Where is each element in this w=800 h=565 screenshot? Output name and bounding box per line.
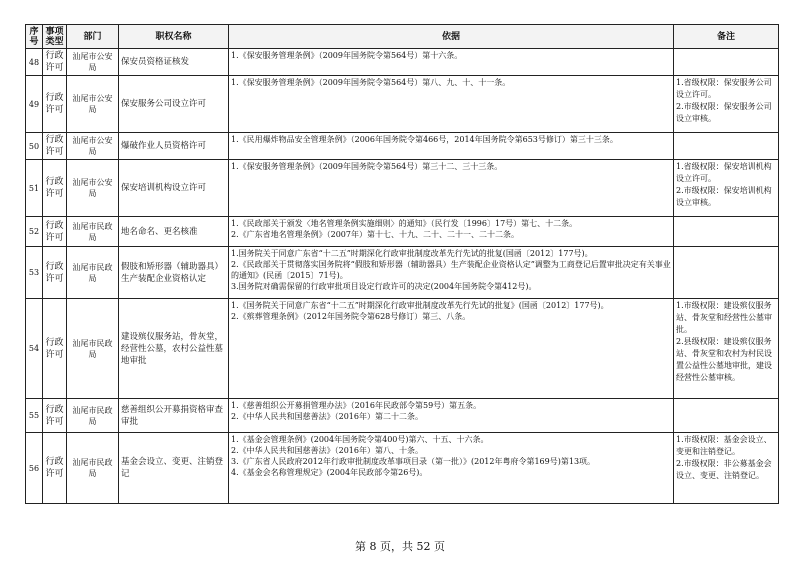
note-line: 2.市级权限：非公募基金会设立、变更、注销登记。	[676, 459, 772, 480]
row-name: 地名命名、更名核准	[119, 217, 229, 247]
header-name: 职权名称	[119, 25, 229, 49]
page-footer: 第 8 页，共 52 页	[355, 540, 445, 553]
table-row	[26, 247, 779, 299]
row-basis	[229, 133, 674, 160]
basis-line: 3.《广东省人民政府2012年行政审批制度改革事项目录（第一批）》(2012年粤府令第169号)第13项。	[231, 457, 596, 466]
row-basis	[229, 433, 674, 504]
row-basis	[229, 299, 674, 399]
row-category: 行政许可	[43, 299, 67, 399]
table-row	[26, 133, 779, 160]
basis-line: 2.《中华人民共和国慈善法》（2016年）第二十二条。	[231, 412, 423, 421]
row-note	[674, 133, 779, 160]
row-note	[674, 299, 779, 399]
row-seq: 53	[26, 247, 43, 299]
row-note	[674, 217, 779, 247]
header-basis: 依据	[229, 25, 674, 49]
basis-line: 2.《广东省地名管理条例》（2007年）第十七、十九、二十、二十一、二十二条。	[231, 230, 519, 239]
row-basis	[229, 160, 674, 217]
note-line: 2.县级权限：建设殡仪服务站、骨灰堂和农村为村民设置公益性公墓地审批，建设经营性公墓审核。	[676, 337, 772, 382]
row-basis	[229, 399, 674, 433]
header-note: 备注	[674, 25, 779, 49]
basis-line: 2.《中华人民共和国慈善法》（2016年）第八、十条。	[231, 446, 423, 455]
row-name: 基金会设立、变更、注销登记	[119, 433, 229, 504]
row-note	[674, 399, 779, 433]
note-line: 1.市级权限：基金会设立、变更和注销登记。	[676, 435, 772, 456]
table-row	[26, 76, 779, 133]
basis-line: 4.《基金会名称管理规定》(2004年民政部令第26号)。	[231, 468, 428, 477]
row-category: 行政许可	[43, 247, 67, 299]
row-name: 保安培训机构设立许可	[119, 160, 229, 217]
row-seq: 50	[26, 133, 43, 160]
row-note	[674, 247, 779, 299]
table-row	[26, 49, 779, 76]
row-category: 行政许可	[43, 433, 67, 504]
row-name: 爆破作业人员资格许可	[119, 133, 229, 160]
row-seq: 54	[26, 299, 43, 399]
row-seq: 55	[26, 399, 43, 433]
row-name: 建设殡仪服务站，骨灰堂，经营性公墓，农村公益性墓地审批	[119, 299, 229, 399]
row-category: 行政许可	[43, 217, 67, 247]
note-line: 1.省级权限：保安培训机构设立许可。	[676, 162, 772, 183]
table-row	[26, 217, 779, 247]
table-row	[26, 160, 779, 217]
row-category: 行政许可	[43, 49, 67, 76]
row-basis	[229, 247, 674, 299]
row-basis	[229, 217, 674, 247]
table-row	[26, 433, 779, 504]
row-category: 行政许可	[43, 399, 67, 433]
row-dept: 汕尾市民政局	[67, 299, 119, 399]
row-note	[674, 49, 779, 76]
row-seq: 52	[26, 217, 43, 247]
row-basis	[229, 76, 674, 133]
basis-line: 1.《国务院关于同意广东省“十二五”时期深化行政审批制度改革先行先试的批复》(国函〔2012〕177号)。	[231, 301, 609, 310]
row-name: 保安员资格证核发	[119, 49, 229, 76]
basis-line: 3.国务院对确需保留的行政审批项目设定行政许可的决定(2004年国务院令第412号)。	[231, 282, 537, 291]
row-dept: 汕尾市民政局	[67, 433, 119, 504]
row-note	[674, 76, 779, 133]
row-note	[674, 160, 779, 217]
header-seq: 序号	[26, 25, 43, 49]
table-header-row	[26, 25, 779, 49]
basis-line: 2.《殡葬管理条例》（2012年国务院令第628号修订）第三、八条。	[231, 312, 471, 321]
basis-line: 1.《基金会管理条例》(2004年国务院令第400号)第六、十五、十六条。	[231, 435, 489, 444]
document-page	[25, 24, 778, 504]
row-seq: 51	[26, 160, 43, 217]
basis-line: 1.国务院关于同意广东省“十二五”时期深化行政审批制度改革先行先试的批复(国函〔2012〕177号)。	[231, 249, 593, 258]
row-category: 行政许可	[43, 160, 67, 217]
row-dept: 汕尾市民政局	[67, 247, 119, 299]
row-dept: 汕尾市民政局	[67, 217, 119, 247]
note-line: 2.市级权限：保安培训机构设立审核。	[676, 186, 772, 207]
row-note	[674, 433, 779, 504]
basis-line: 1.《民政部关于颁发〈地名管理条例实施细则〉的通知》（民行发〔1996〕17号）第七、十二条。	[231, 219, 578, 228]
basis-line: 1.《保安服务管理条例》（2009年国务院令第564号）第三十二、三十三条。	[231, 162, 503, 171]
basis-line: 1.《保安服务管理条例》（2009年国务院令第564号）第十六条。	[231, 51, 463, 60]
row-seq: 49	[26, 76, 43, 133]
row-name: 保安服务公司设立许可	[119, 76, 229, 133]
row-dept: 汕尾市公安局	[67, 133, 119, 160]
note-line: 1.市级权限：建设殡仪服务站、骨灰堂和经营性公墓审批。	[676, 301, 772, 334]
row-dept: 汕尾市公安局	[67, 160, 119, 217]
row-seq: 56	[26, 433, 43, 504]
row-dept: 汕尾市公安局	[67, 76, 119, 133]
row-category: 行政许可	[43, 133, 67, 160]
table-row	[26, 299, 779, 399]
row-seq: 48	[26, 49, 43, 76]
row-dept: 汕尾市公安局	[67, 49, 119, 76]
note-line: 2.市级权限：保安服务公司设立审核。	[676, 102, 772, 123]
row-category: 行政许可	[43, 76, 67, 133]
row-name: 假肢和矫形器（辅助器具）生产装配企业资格认定	[119, 247, 229, 299]
note-line: 1.省级权限：保安服务公司设立许可。	[676, 78, 772, 99]
basis-line: 2.《民政部关于贯彻落实国务院将“假肢和矫形器（辅助器具）生产装配企业资格认定”调整为工商登记后置审批决定有关事业的通知》(民函〔2015〕71号)。	[231, 260, 671, 280]
table-row	[26, 399, 779, 433]
basis-line: 1.《保安服务管理条例》（2009年国务院令第564号）第八、九、十、十一条。	[231, 78, 511, 87]
basis-line: 1.《慈善组织公开募捐管理办法》（2016年民政部令第59号）第五条。	[231, 401, 482, 410]
row-dept: 汕尾市民政局	[67, 399, 119, 433]
basis-line: 1.《民用爆炸物品安全管理条例》（2006年国务院令第466号，2014年国务院令第653号修订）第三十三条。	[231, 135, 618, 144]
row-name: 慈善组织公开募捐资格审查审批	[119, 399, 229, 433]
header-dept: 部门	[67, 25, 119, 49]
header-category: 事项类型	[43, 25, 67, 49]
row-basis	[229, 49, 674, 76]
authority-table	[25, 24, 779, 504]
